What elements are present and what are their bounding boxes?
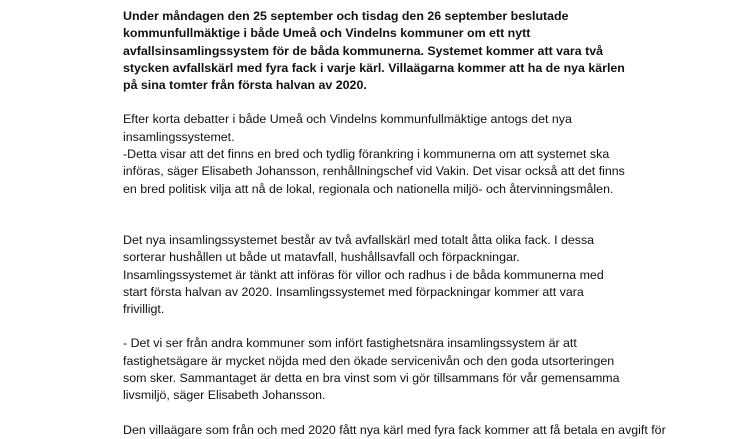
document-body	[123, 8, 666, 439]
lead-line: på sina tomter från första halvan av 2020.	[123, 78, 367, 93]
paragraph-line: som sker. Sammantaget är detta en bra vinst som vi gör tillsammans för vår gemensamma	[123, 371, 620, 386]
body-paragraph-1	[123, 111, 643, 197]
paragraph-line: fastighetsägare är mycket nöjda med den ökade servicenivån och den goda utsorteringen	[123, 353, 615, 368]
paragraph-line: Det nya insamlingssystemet består av två avfallskärl med totalt åtta olika fack. I dessa	[123, 232, 595, 247]
paragraph-line: Den villaägare som från och med 2020 fått nya kärl med fyra fack kommer att få betala en avgift för	[123, 422, 666, 437]
body-paragraph-2	[123, 232, 643, 318]
paragraph-line: en bred politisk vilja att nå de lokal, regionala och nationella miljö- och återvinningsmålen.	[123, 181, 614, 196]
paragraph-line: Efter korta debatter i både Umeå och Vindelns kommunfullmäktige antogs det nya	[123, 112, 572, 127]
paragraph-line: - Det vi ser från andra kommuner som infört fastighetsnära insamlingssystem är att	[123, 336, 577, 351]
paragraph-line: -Detta visar att det finns en bred och tydlig förankring i kommunerna om att systemet ska	[123, 147, 610, 162]
body-paragraph-4	[123, 422, 666, 439]
paragraph-line: sorterar hushållen ut både ut matavfall, hushållsavfall och förpackningar.	[123, 250, 520, 265]
lead-paragraph	[123, 8, 643, 94]
body-paragraph-3	[123, 335, 643, 404]
paragraph-line: frivilligt.	[123, 302, 165, 317]
lead-line: Under måndagen den 25 september och tisdag den 26 september beslutade	[123, 9, 569, 23]
paragraph-line: införas, säger Elisabeth Johansson, renhållningschef vid Vakin. Det visar också att det finns	[123, 164, 625, 179]
lead-line: kommunfullmäktige i både Umeå och Vindelns kommuner om ett nytt	[123, 26, 531, 41]
lead-line: avfallsinsamlingssystem för de båda kommunerna. Systemet kommer att vara två	[123, 43, 603, 58]
lead-line: stycken avfallskärl med fyra fack i varje kärl. Villaägarna kommer att ha de nya kärlen	[123, 60, 625, 75]
paragraph-line: start första halvan av 2020. Insamlingssystemet med förpackningar kommer att vara	[123, 284, 584, 299]
paragraph-line: livsmiljö, säger Elisabeth Johansson.	[123, 388, 326, 403]
paragraph-line: insamlingssystemet.	[123, 129, 235, 144]
paragraph-line: Insamlingssystemet är tänkt att införas för villor och radhus i de båda kommunerna med	[123, 267, 604, 282]
